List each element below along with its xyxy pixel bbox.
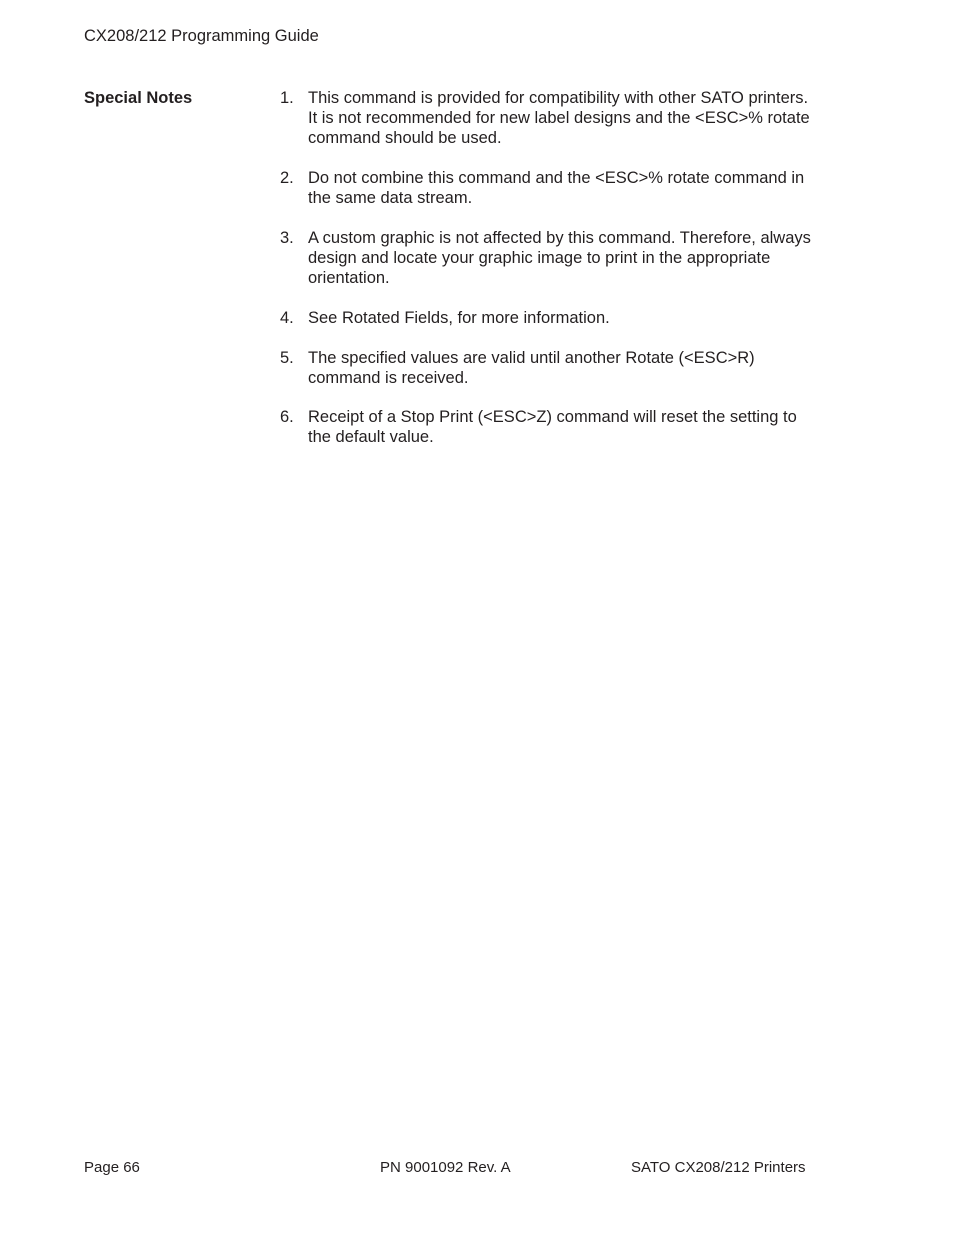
special-notes-list	[280, 88, 820, 467]
document-header-title: CX208/212 Programming Guide	[84, 27, 319, 45]
footer-part-number: PN 9001092 Rev. A	[380, 1159, 511, 1176]
section-label-special-notes: Special Notes	[84, 89, 193, 107]
note-text: This command is provided for compatibility with other SATO printers. It is not recommended for new label designs and the <ESC>% rotate command should be used.	[308, 89, 810, 147]
note-text: A custom graphic is not affected by this command. Therefore, always design and locate your graphic image to print in the appropriate orientation.	[308, 229, 811, 287]
note-text: Receipt of a Stop Print (<ESC>Z) command will reset the setting to the default value.	[308, 408, 797, 446]
note-text: The specified values are valid until another Rotate (<ESC>R) command is received.	[308, 349, 755, 387]
note-text: Do not combine this command and the <ESC>% rotate command in the same data stream.	[308, 169, 805, 207]
note-item	[280, 168, 820, 208]
note-number: 6.	[280, 408, 294, 426]
note-number: 3.	[280, 229, 294, 247]
note-number: 4.	[280, 309, 294, 327]
note-number: 2.	[280, 169, 294, 187]
footer-page-number: Page 66	[84, 1159, 140, 1176]
note-item	[280, 228, 820, 288]
note-number: 1.	[280, 89, 294, 107]
note-item	[280, 348, 820, 388]
footer-product-name: SATO CX208/212 Printers	[631, 1159, 806, 1176]
note-item	[280, 88, 820, 148]
note-item	[280, 308, 820, 328]
note-number: 5.	[280, 349, 294, 367]
note-text: See Rotated Fields, for more information.	[308, 309, 610, 327]
note-item	[280, 407, 820, 447]
